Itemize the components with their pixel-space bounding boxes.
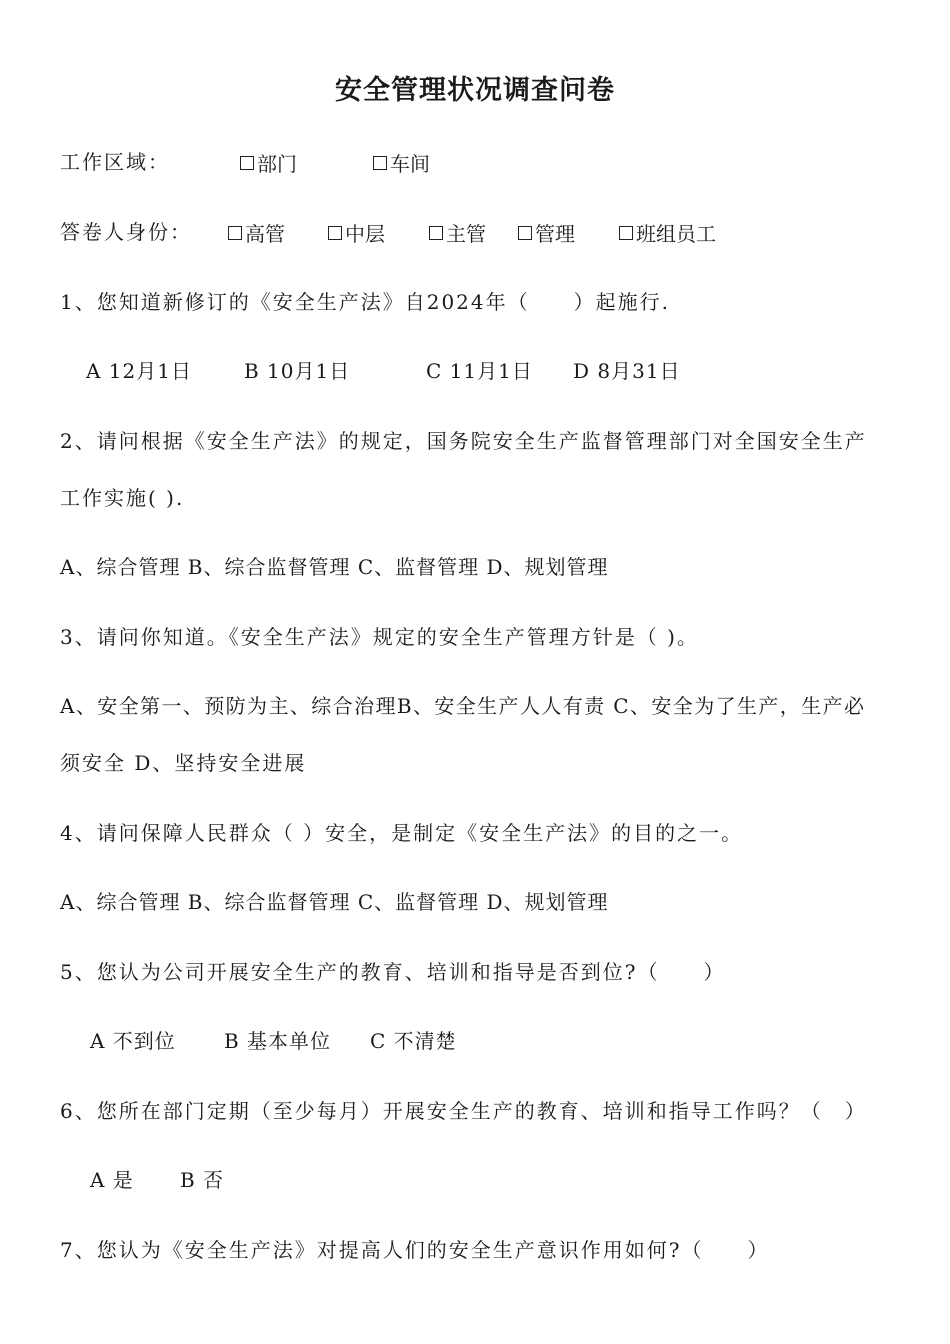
question-2-line-2: 工作实施( ). — [60, 486, 185, 510]
q5-option-c[interactable]: C 不清楚 — [370, 1029, 457, 1053]
question-3: 3、请问你知道。《安全生产法》规定的安全生产管理方针是（ )。 — [60, 625, 699, 649]
question-4: 4、请问保障人民群众（ ）安全，是制定《安全生产法》的目的之一。 — [60, 821, 744, 845]
q1-option-b[interactable]: B 10月1日 — [244, 359, 351, 383]
checkbox-workshop[interactable] — [373, 148, 430, 177]
checkbox-label: 车间 — [390, 152, 430, 176]
checkbox-label: 班组员工 — [636, 222, 716, 246]
checkbox-label: 中层 — [345, 222, 385, 246]
checkbox-box-icon[interactable] — [373, 156, 387, 170]
identity-label: 答卷人身份： — [60, 220, 192, 244]
question-7: 7、您认为《安全生产法》对提高人们的安全生产意识作用如何?（ ） — [60, 1238, 770, 1262]
checkbox-middle-mgmt[interactable] — [328, 218, 385, 247]
checkbox-supervisor[interactable] — [429, 218, 486, 247]
checkbox-box-icon[interactable] — [228, 226, 242, 240]
checkbox-label: 主管 — [446, 222, 486, 246]
checkbox-label: 管理 — [535, 222, 575, 246]
checkbox-management[interactable] — [518, 218, 575, 247]
q5-option-b[interactable]: B 基本单位 — [224, 1029, 332, 1053]
checkbox-department[interactable] — [240, 148, 297, 177]
checkbox-label: 部门 — [257, 152, 297, 176]
checkbox-box-icon[interactable] — [429, 226, 443, 240]
q1-option-a[interactable]: A 12月1日 — [86, 359, 192, 383]
q3-options-line-2[interactable]: 须安全 D、坚持安全进展 — [60, 751, 307, 775]
q4-options[interactable]: A、综合管理 B、综合监督管理 C、监督管理 D、规划管理 — [60, 890, 609, 914]
question-5: 5、您认为公司开展安全生产的教育、培训和指导是否到位?（ ） — [60, 960, 726, 984]
checkbox-label: 高管 — [245, 222, 285, 246]
page-title: 安全管理状况调查问卷 — [335, 75, 615, 106]
q2-options[interactable]: A、综合管理 B、综合监督管理 C、监督管理 D、规划管理 — [60, 555, 609, 579]
q6-option-b[interactable]: B 否 — [180, 1168, 225, 1192]
checkbox-box-icon[interactable] — [240, 156, 254, 170]
checkbox-senior-mgmt[interactable] — [228, 218, 285, 247]
q5-option-a[interactable]: A 不到位 — [90, 1029, 176, 1053]
q1-option-d[interactable]: D 8月31日 — [573, 359, 681, 383]
checkbox-team-staff[interactable] — [619, 218, 716, 247]
q1-option-c[interactable]: C 11月1日 — [426, 359, 533, 383]
question-2-line-1: 2、请问根据《安全生产法》的规定，国务院安全生产监督管理部门对全国安全生产 — [60, 429, 867, 453]
work-area-label: 工作区域： — [60, 150, 170, 174]
checkbox-box-icon[interactable] — [619, 226, 633, 240]
q3-options-line-1[interactable]: A、安全第一、预防为主、综合治理B、安全生产人人有责 C、安全为了生产，生产必 — [60, 694, 866, 718]
question-1: 1、您知道新修订的《安全生产法》自2024年（ ）起施行. — [60, 290, 670, 314]
checkbox-box-icon[interactable] — [328, 226, 342, 240]
q6-option-a[interactable]: A 是 — [90, 1168, 134, 1192]
question-6: 6、您所在部门定期（至少每月）开展安全生产的教育、培训和指导工作吗？（ ） — [60, 1099, 867, 1123]
checkbox-box-icon[interactable] — [518, 226, 532, 240]
